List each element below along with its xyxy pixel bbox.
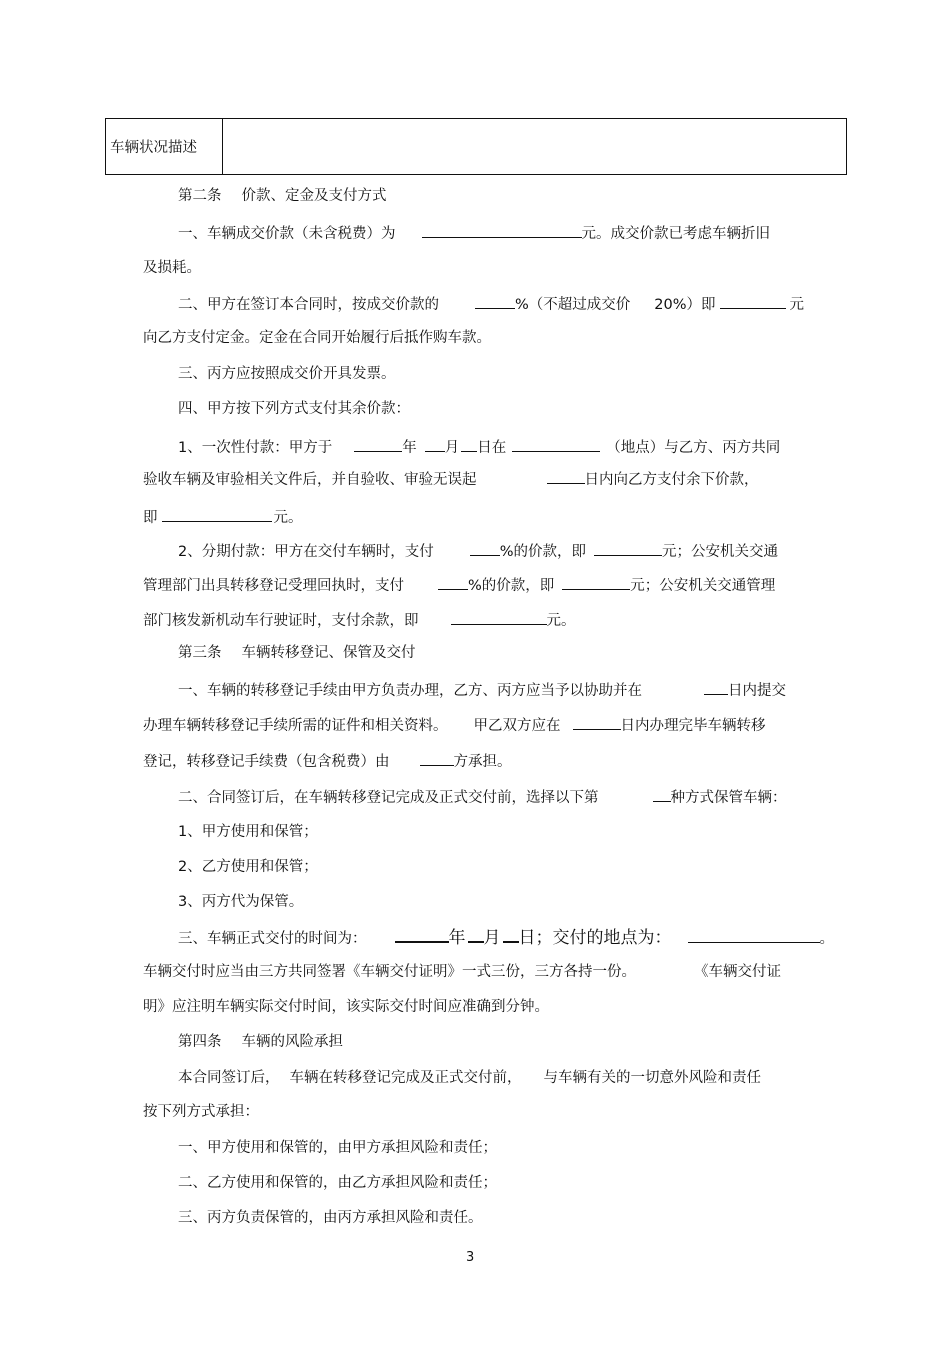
custody-option-2: 2、乙方使用和保管；: [178, 859, 318, 875]
page-number: 3: [466, 1250, 475, 1265]
custody-option-1: 1、甲方使用和保管；: [178, 824, 318, 840]
lump-sum-amount-blank[interactable]: [162, 506, 272, 522]
year-blank[interactable]: [354, 436, 402, 452]
deposit-amount-blank[interactable]: [720, 293, 786, 309]
month-blank[interactable]: [425, 436, 445, 452]
art4-risk-line: 本合同签订后， 车辆在转移登记完成及正式交付前， 与车辆有关的一切意外风险和责任: [178, 1070, 761, 1086]
installment-line: 2、分期付款：甲方在交付车辆时，支付 %的价款，即 元；公安机关交通: [178, 540, 778, 562]
article-number: 第四条: [178, 1034, 222, 1050]
article-title: 价款、定金及支付方式: [241, 188, 387, 204]
art3-transfer-line-3: 登记，转移登记手续费（包含税费）由 方承担。: [143, 750, 512, 772]
lump-sum-line-2: 验收车辆及审验相关文件后，并自验收、审验无误起 日内向乙方支付余下价款，: [143, 468, 759, 490]
art3-delivery-line-2: 车辆交付时应当由三方共同签署《车辆交付证明》一式三份，三方各持一份。 《车辆交付证: [143, 964, 781, 980]
installment-amount-2[interactable]: [562, 574, 630, 590]
article-title: 车辆转移登记、保管及交付: [241, 645, 416, 661]
art3-custody-line: 二、合同签订后，在车辆转移登记完成及正式交付前，选择以下第 种方式保管车辆：: [178, 786, 787, 808]
risk-clause-2: 二、乙方使用和保管的，由乙方承担风险和责任；: [178, 1175, 497, 1191]
risk-clause-3: 三、丙方负责保管的，由丙方承担风险和责任。: [178, 1210, 483, 1226]
installment-balance-blank[interactable]: [451, 609, 547, 625]
art4-risk-line-2: 按下列方式承担：: [143, 1104, 259, 1120]
custody-option-3: 3、丙方代为保管。: [178, 894, 304, 910]
art2-deposit-line-cont: 向乙方支付定金。定金在合同开始履行后抵作购车款。: [143, 330, 491, 346]
completion-days-blank[interactable]: [573, 714, 621, 730]
lump-sum-line-3: 即 元。: [143, 506, 303, 528]
risk-clause-1: 一、甲方使用和保管的，由甲方承担风险和责任；: [178, 1140, 497, 1156]
art2-deposit-line: 二、甲方在签订本合同时，按成交价款的 %（不超过成交价 20%）即 元: [178, 293, 804, 315]
art2-price-line-cont: 及损耗。: [143, 260, 201, 276]
lump-sum-line: 1、一次性付款：甲方于 年 月 日在 （地点）与乙方、丙方共同: [178, 436, 780, 458]
deposit-percent-blank[interactable]: [475, 293, 515, 309]
custody-option-blank[interactable]: [653, 786, 671, 802]
installment-line-3: 部门核发新机动车行驶证时，支付余款，即 元。: [143, 609, 576, 631]
fee-party-blank[interactable]: [420, 750, 454, 766]
article-number: 第二条: [178, 188, 222, 204]
delivery-year-blank[interactable]: [395, 926, 449, 943]
art2-invoice-line: 三、丙方应按照成交价开具发票。: [178, 366, 396, 382]
installment-percent-1[interactable]: [470, 540, 500, 556]
place-blank[interactable]: [512, 436, 600, 452]
price-blank[interactable]: [422, 222, 582, 238]
days-blank[interactable]: [547, 468, 585, 484]
art3-delivery-line: 三、车辆正式交付的时间为： 年 月 日；交付的地点为： 。: [178, 928, 834, 948]
article-title: 车辆的风险承担: [241, 1034, 343, 1050]
delivery-place-blank[interactable]: [688, 927, 820, 943]
delivery-day-blank[interactable]: [503, 926, 519, 943]
art2-remaining-line: 四、甲方按下列方式支付其余价款：: [178, 401, 410, 417]
art3-delivery-line-3: 明》应注明车辆实际交付时间，该实际交付时间应准确到分钟。: [143, 999, 549, 1015]
art3-transfer-line-2: 办理车辆转移登记手续所需的证件和相关资料。 甲乙双方应在 日内办理完毕车辆转移: [143, 714, 766, 736]
installment-line-2: 管理部门出具转移登记受理回执时，支付 %的价款，即 元；公安机关交通管理: [143, 574, 775, 596]
transfer-days-blank[interactable]: [704, 679, 728, 695]
vehicle-condition-label: 车辆状况描述: [106, 119, 223, 175]
art2-price-line: 一、车辆成交价款（未含税费）为 元。成交价款已考虑车辆折旧: [178, 222, 770, 244]
art3-transfer-line: 一、车辆的转移登记手续由甲方负责办理，乙方、丙方应当予以协助并在 日内提交: [178, 679, 786, 701]
article-4-heading: [178, 1032, 343, 1052]
vehicle-condition-value: [223, 119, 847, 175]
article-number: 第三条: [178, 645, 222, 661]
installment-percent-2[interactable]: [438, 574, 468, 590]
installment-amount-1[interactable]: [594, 540, 662, 556]
article-3-heading: [178, 643, 416, 663]
article-2-heading: [178, 186, 387, 206]
vehicle-condition-table: [105, 118, 847, 175]
delivery-month-blank[interactable]: [468, 926, 484, 943]
day-blank[interactable]: [461, 436, 477, 452]
